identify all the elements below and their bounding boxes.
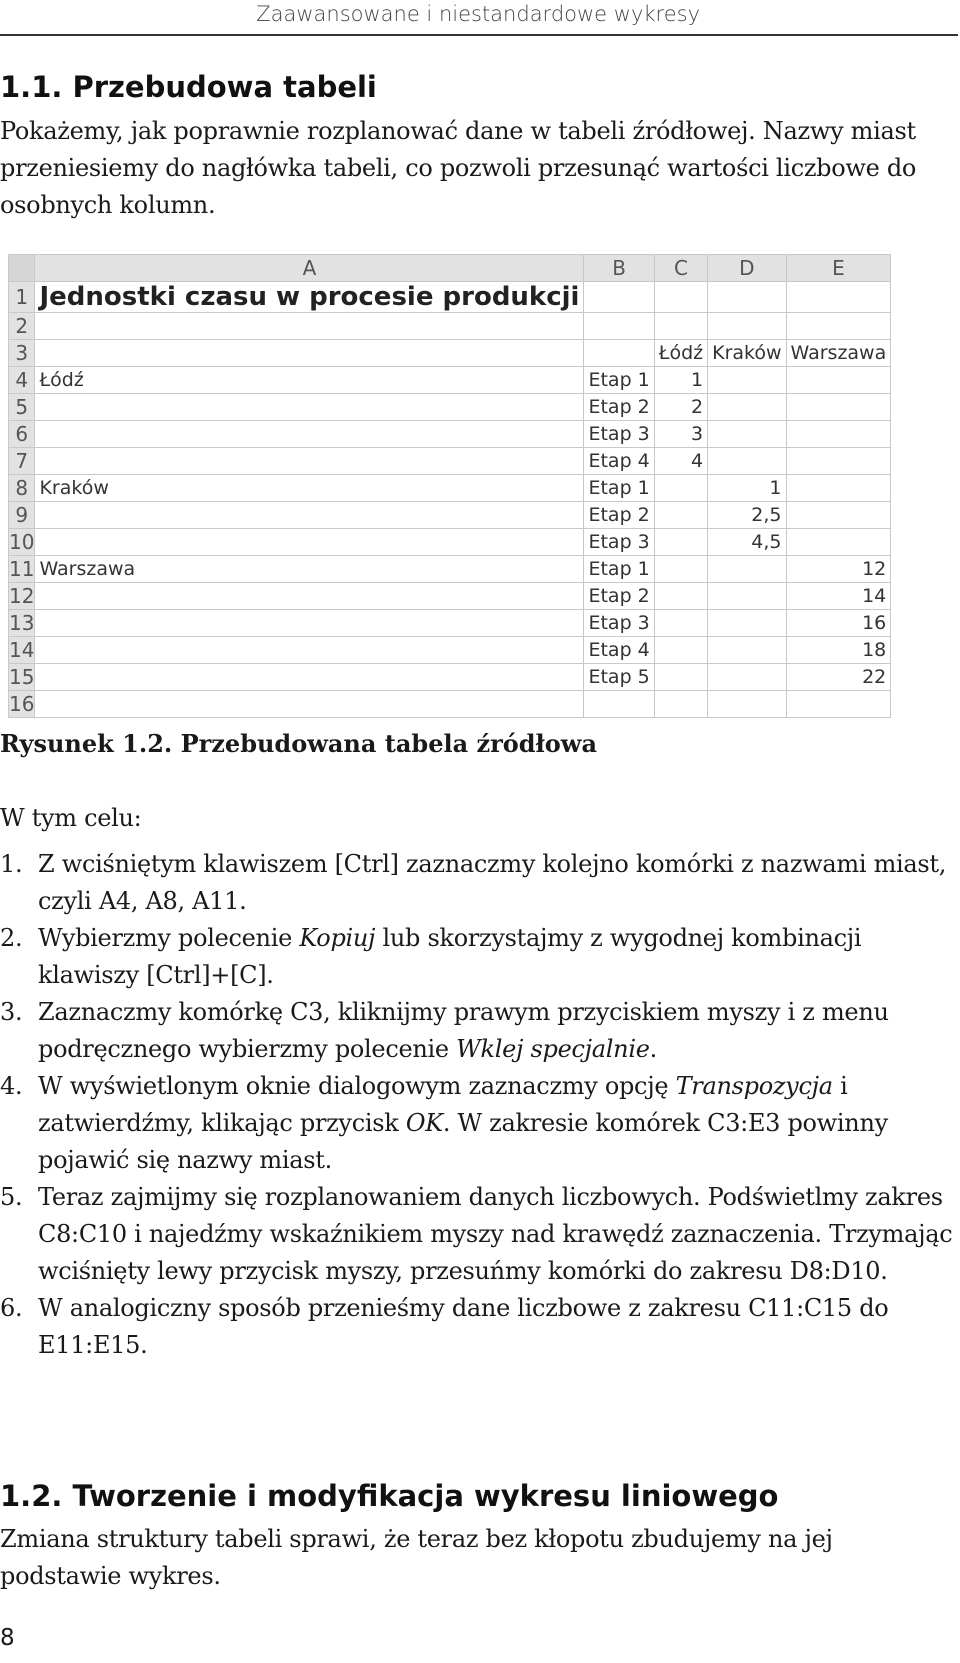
select-all-corner [9,255,35,282]
table-row [9,475,891,502]
table-cell: Etap 1 [584,556,654,583]
table-cell: Etap 2 [584,394,654,421]
table-cell [786,394,891,421]
row-header: 2 [9,313,35,340]
step-number: 2. [0,924,23,952]
running-header [0,0,958,36]
table-cell [708,637,786,664]
row-header: 4 [9,367,35,394]
list-item [0,1290,955,1364]
column-header: E [786,255,891,282]
table-cell: Kraków [708,340,786,367]
table-row [9,448,891,475]
step-number: 6. [0,1294,23,1322]
table-cell [654,691,707,718]
table-cell [35,664,584,691]
row-header: 15 [9,665,35,689]
list-item [0,846,955,920]
table-cell: Etap 2 [584,502,654,529]
table-cell [708,610,786,637]
table-row [9,421,891,448]
sheet-title-cell: Jednostki czasu w procesie produkcji [35,282,584,313]
steps-intro: W tym celu: [0,804,142,832]
step-text: Z wciśniętym klawiszem [Ctrl] zaznaczmy kolejno komórki z nazwami miast, czyli A4, A8, A11. [38,850,947,915]
table-cell [708,664,786,691]
table-cell [654,664,707,691]
table-cell: 18 [786,637,891,664]
table-cell [786,421,891,448]
step-text: . W zakresie komórek C3:E3 powinny pojawić się nazwy miast. [38,1109,888,1174]
table-cell [786,367,891,394]
row-header: 13 [9,611,35,635]
row-header: 11 [9,557,35,581]
table-cell [708,583,786,610]
table-cell [708,367,786,394]
row-header: 5 [9,394,35,421]
table-cell: 14 [786,583,891,610]
row-header: 1 [9,282,35,313]
step-text: lub skorzystajmy z wygodnej kombinacji klawiszy [Ctrl]+[C]. [38,924,862,989]
row-header: 12 [9,584,35,608]
table-cell: 2 [654,394,707,421]
list-item [0,1068,955,1179]
table-cell [786,448,891,475]
table-cell: 2,5 [708,502,786,529]
table-row [9,664,891,691]
button-name: OK [405,1109,443,1137]
steps-list [0,846,955,1364]
table-cell: 3 [654,421,707,448]
table-cell [584,340,654,367]
column-header: B [584,255,654,282]
table-cell [708,421,786,448]
table-cell [708,556,786,583]
step-text: Zaznaczmy komórkę C3, kliknijmy prawym przyciskiem myszy i z menu podręcznego wybierzmy polecenie [38,998,889,1063]
table-cell [786,502,891,529]
row-header: 14 [9,638,35,662]
table-row [9,583,891,610]
table-cell: Etap 1 [584,367,654,394]
table-cell: Etap 4 [584,448,654,475]
row-header: 9 [9,502,35,529]
section-heading-1-1: 1.1. Przebudowa tabeli [0,70,377,104]
table-cell [654,282,707,313]
table-row [9,610,891,637]
table-cell: 12 [786,556,891,583]
table-row [9,556,891,583]
page-number: 8 [0,1625,15,1651]
table-cell: Warszawa [35,556,584,583]
table-cell [654,556,707,583]
table-cell [654,313,707,340]
table-cell: 16 [786,610,891,637]
table-cell [35,421,584,448]
list-item [0,920,955,994]
command-name: Wklej specjalnie [456,1035,650,1063]
table-cell [654,610,707,637]
table-cell: Etap 4 [584,637,654,664]
row-header: 6 [9,421,35,448]
table-cell [708,282,786,313]
table-cell [786,691,891,718]
table-cell [35,313,584,340]
table-cell [654,475,707,502]
table-cell [786,313,891,340]
table-cell [654,583,707,610]
section-heading-1-2: 1.2. Tworzenie i modyfikacja wykresu liniowego [0,1479,779,1513]
table-cell [708,394,786,421]
row-header: 10 [9,530,35,554]
table-cell [35,529,584,556]
table-cell [708,313,786,340]
table-cell: Łódź [654,340,707,367]
table-cell: 22 [786,664,891,691]
step-text: Wybierzmy polecenie [38,924,300,952]
table-cell: 4 [654,448,707,475]
table-cell: 4,5 [708,529,786,556]
step-text: i zatwierdźmy, klikając przycisk [38,1072,848,1137]
table-cell: Etap 3 [584,610,654,637]
table-cell [708,691,786,718]
command-name: Kopiuj [299,924,376,952]
table-row [9,313,891,340]
table-cell [35,394,584,421]
table-cell: Etap 1 [584,475,654,502]
table-cell [786,475,891,502]
spreadsheet-figure [8,254,887,720]
table-cell [35,340,584,367]
section-intro-1-2: Zmiana struktury tabeli sprawi, że teraz bez kłopotu zbudujemy na jej podstawie wykres. [0,1525,833,1590]
table-cell [584,313,654,340]
option-name: Transpozycja [675,1072,833,1100]
list-item [0,1179,955,1290]
step-number: 5. [0,1183,23,1211]
table-cell: Etap 2 [584,583,654,610]
table-cell: Etap 3 [584,421,654,448]
table-row [9,502,891,529]
column-header: C [654,255,707,282]
table-cell [786,282,891,313]
table-cell: Etap 5 [584,664,654,691]
row-header: 3 [9,340,35,367]
table-cell [35,691,584,718]
running-title: Zaawansowane i niestandardowe wykresy [256,2,700,26]
table-cell: Etap 3 [584,529,654,556]
table-cell [584,282,654,313]
column-header: A [35,255,584,282]
row-header: 7 [9,448,35,475]
table-cell [35,448,584,475]
table-cell: Kraków [35,475,584,502]
table-row [9,637,891,664]
table-cell [708,448,786,475]
table-cell [654,637,707,664]
step-number: 3. [0,998,23,1026]
table-row [9,367,891,394]
table-row [9,691,891,718]
step-text: W wyświetlonym oknie dialogowym zaznaczmy opcję [38,1072,676,1100]
table-cell [654,502,707,529]
table-cell [654,529,707,556]
table-cell: 1 [654,367,707,394]
table-row [9,529,891,556]
table-cell [786,529,891,556]
table-cell: 1 [708,475,786,502]
step-text: Teraz zajmijmy się rozplanowaniem danych liczbowych. Podświetlmy zakres C8:C10 i najedźmy wskaźnikiem myszy nad krawędź zaznaczenia. Trzymając wciśnięty lewy przycisk myszy, przesuńmy komórki do zakresu D8:D10. [38,1183,953,1285]
row-header: 8 [9,475,35,502]
step-text: . [649,1035,657,1063]
column-header: D [708,255,786,282]
step-number: 4. [0,1072,23,1100]
section-intro-1-1: Pokażemy, jak poprawnie rozplanować dane w tabeli źródłowej. Nazwy miast przeniesiemy do nagłówka tabeli, co pozwoli przesunąć wartości liczbowe do osobnych kolumn. [0,117,917,219]
table-cell [35,637,584,664]
step-text: W analogiczny sposób przenieśmy dane liczbowe z zakresu C11:C15 do E11:E15. [38,1294,889,1359]
column-header-row [9,255,891,282]
table-row [9,282,891,313]
figure-caption: Rysunek 1.2. Przebudowana tabela źródłowa [0,729,597,758]
table-cell: Warszawa [786,340,891,367]
table-cell [35,583,584,610]
table-cell [35,502,584,529]
row-header: 16 [9,692,35,716]
step-number: 1. [0,850,23,878]
table-cell [35,610,584,637]
table-cell [584,691,654,718]
list-item [0,994,955,1068]
table-row [9,394,891,421]
table-row [9,340,891,367]
spreadsheet-table [8,254,891,718]
table-cell: Łódź [35,367,584,394]
